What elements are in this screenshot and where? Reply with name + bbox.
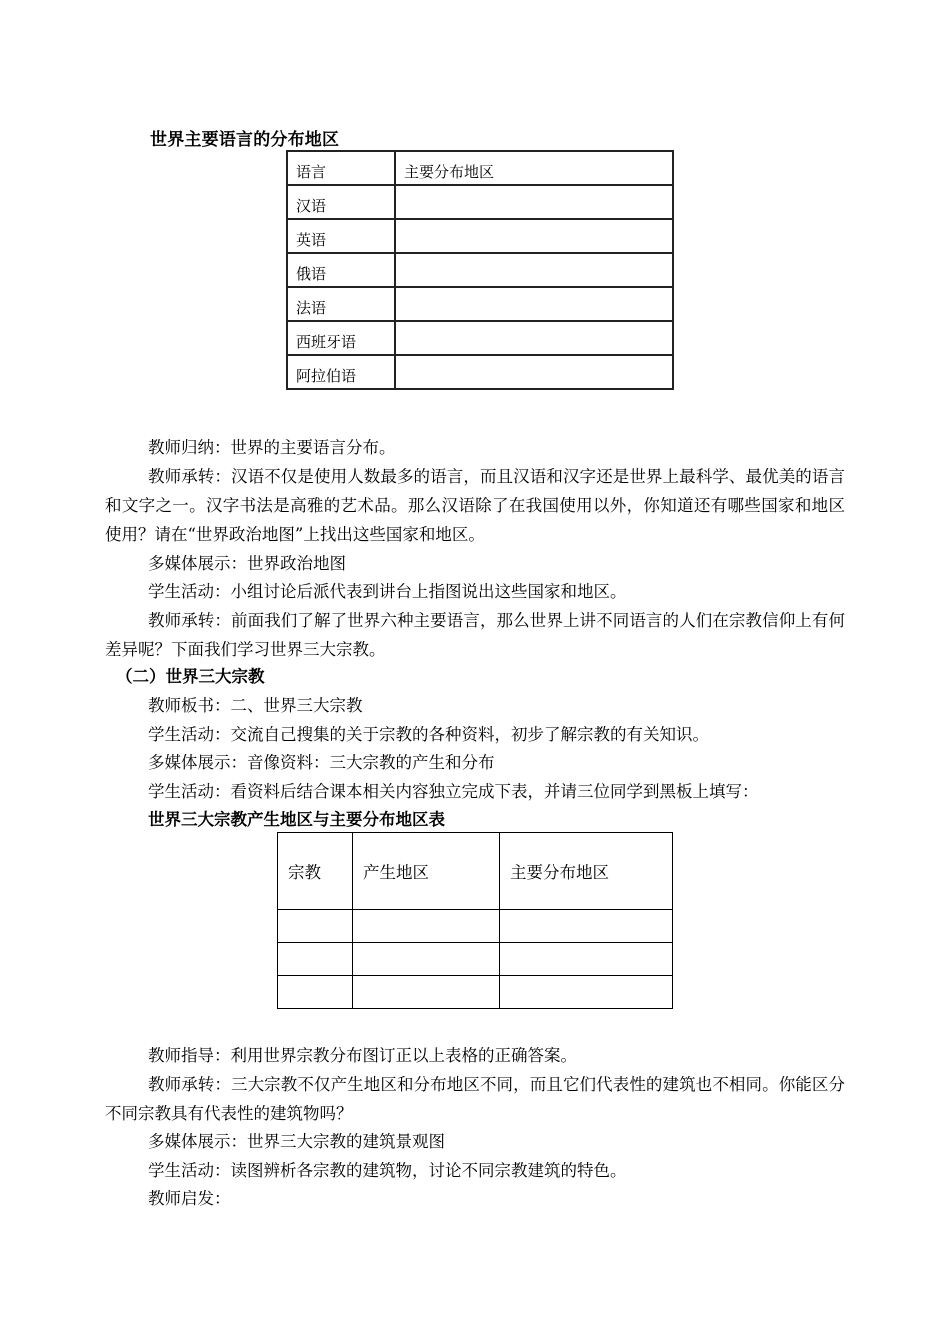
region-cell [395, 185, 673, 219]
table-row [287, 253, 673, 287]
header-cell-origin: 产生地区 [353, 833, 500, 910]
paragraph: 多媒体展示：世界政治地图 [148, 554, 346, 573]
header-cell-distribution: 主要分布地区 [500, 833, 673, 910]
paragraph: 教师板书：二、世界三大宗教 [148, 696, 363, 715]
religion-table [277, 832, 673, 1009]
table-row [287, 355, 673, 389]
table-cell [500, 910, 673, 943]
region-cell [395, 355, 673, 389]
paragraph: 学生活动：小组讨论后派代表到讲台上指图说出这些国家和地区。 [148, 582, 627, 601]
table-row [287, 321, 673, 355]
language-cell: 阿拉伯语 [287, 355, 395, 389]
paragraph: 教师启发： [148, 1189, 231, 1208]
paragraph: 学生活动：交流自己搜集的关于宗教的各种资料，初步了解宗教的有关知识。 [148, 725, 709, 744]
paragraph: 多媒体展示：世界三大宗教的建筑景观图 [148, 1132, 445, 1151]
header-cell-religion: 宗教 [278, 833, 353, 910]
paragraph: 教师归纳：世界的主要语言分布。 [148, 438, 396, 457]
paragraph: 教师承转：前面我们了解了世界六种主要语言，那么世界上讲不同语言的人们在宗教信仰上有何差异呢？下面我们学习世界三大宗教。 [105, 611, 845, 659]
paragraph: 学生活动：看资料后结合课本相关内容独立完成下表，并请三位同学到黑板上填写： [148, 782, 759, 801]
header-cell-region: 主要分布地区 [395, 151, 673, 185]
section-heading: （二）世界三大宗教 [116, 667, 265, 686]
table-row [278, 943, 673, 976]
table-row [278, 976, 673, 1009]
paragraph: 教师承转：三大宗教不仅产生地区和分布地区不同，而且它们代表性的建筑也不相同。你能区分不同宗教具有代表性的建筑物吗？ [105, 1075, 845, 1123]
table-row [287, 287, 673, 321]
table-row [287, 219, 673, 253]
paragraph: 学生活动：读图辨析各宗教的建筑物，讨论不同宗教建筑的特色。 [148, 1161, 627, 1180]
table-cell [278, 976, 353, 1009]
language-distribution-table [286, 150, 674, 390]
table-cell [500, 943, 673, 976]
table-cell [353, 943, 500, 976]
table-cell [353, 910, 500, 943]
table-cell [500, 976, 673, 1009]
table-row [287, 185, 673, 219]
paragraph: 多媒体展示：音像资料：三大宗教的产生和分布 [148, 753, 495, 772]
table-header-row [287, 151, 673, 185]
region-cell [395, 219, 673, 253]
language-cell: 西班牙语 [287, 321, 395, 355]
table-header-row [278, 833, 673, 910]
region-cell [395, 321, 673, 355]
language-cell: 俄语 [287, 253, 395, 287]
language-table-title: 世界主要语言的分布地区 [150, 130, 340, 150]
region-cell [395, 287, 673, 321]
table-cell [278, 943, 353, 976]
header-cell-language: 语言 [287, 151, 395, 185]
paragraph: 教师指导：利用世界宗教分布图订正以上表格的正确答案。 [148, 1046, 577, 1065]
religion-table-title: 世界三大宗教产生地区与主要分布地区表 [148, 810, 445, 829]
language-cell: 汉语 [287, 185, 395, 219]
language-cell: 法语 [287, 287, 395, 321]
table-cell [353, 976, 500, 1009]
language-cell: 英语 [287, 219, 395, 253]
table-row [278, 910, 673, 943]
paragraph: 教师承转：汉语不仅是使用人数最多的语言，而且汉语和汉字还是世界上最科学、最优美的语言和文字之一。汉字书法是高雅的艺术品。那么汉语除了在我国使用以外，你知道还有哪些国家和地区使用？请在“世界政治地图”上找出这些国家和地区。 [105, 467, 845, 544]
region-cell [395, 253, 673, 287]
table-cell [278, 910, 353, 943]
